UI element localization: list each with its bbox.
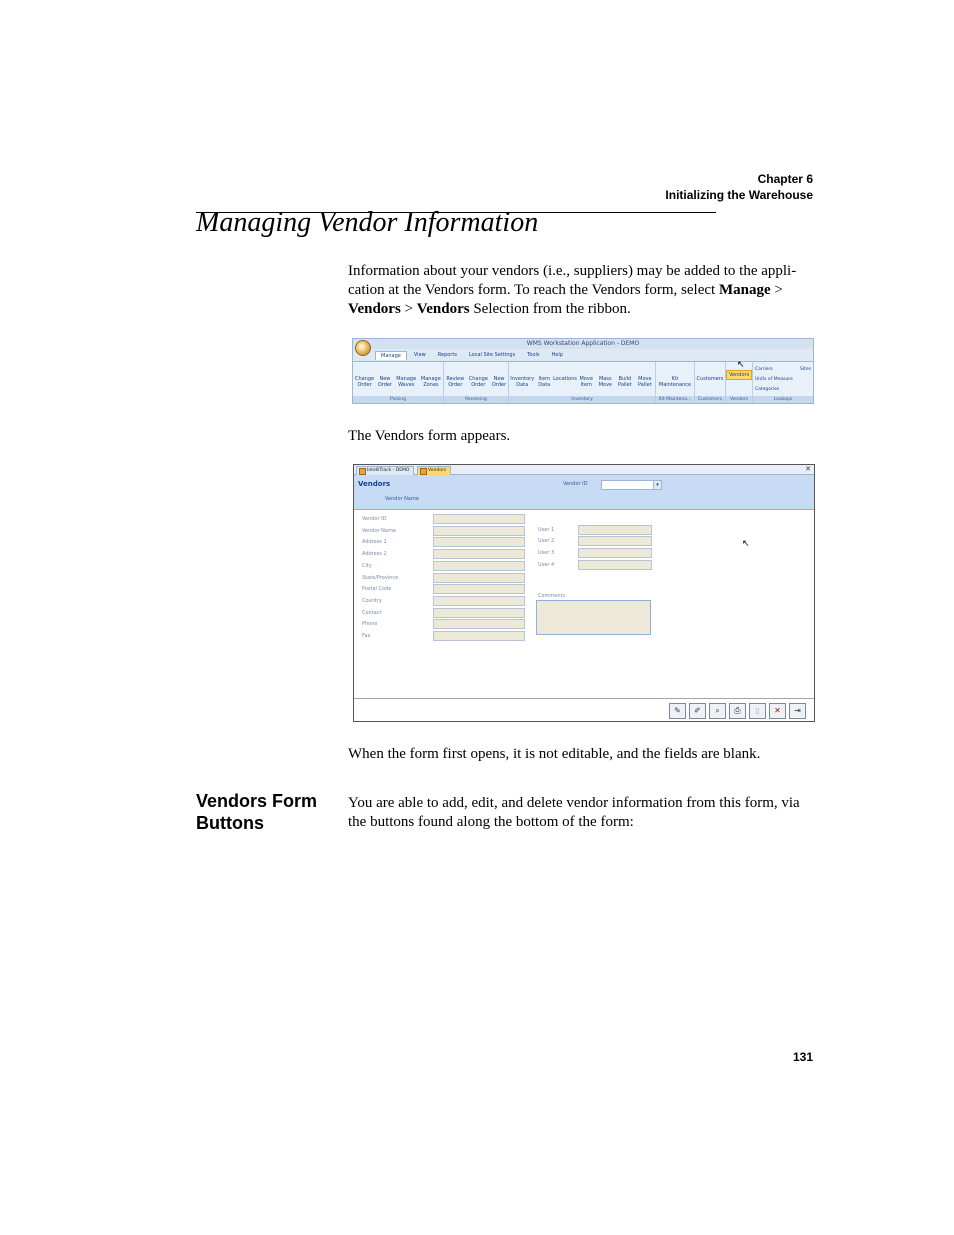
city-field[interactable] <box>433 561 525 571</box>
user2-field[interactable] <box>578 536 652 546</box>
group-label: Lookups <box>753 396 813 403</box>
mouse-cursor-icon: ↖ <box>737 360 745 370</box>
address2-field[interactable] <box>433 549 525 559</box>
user4-field[interactable] <box>578 560 652 570</box>
comments-label: Comments <box>538 593 566 599</box>
group-label: Receiving <box>444 396 508 403</box>
mouse-cursor-icon: ↖ <box>742 539 750 549</box>
group-kit-maintenance <box>656 362 695 403</box>
field-label: Vendor ID <box>362 516 387 522</box>
vendors-emphasis: Vendors <box>348 301 401 317</box>
tab-reports[interactable]: Reports <box>437 352 457 358</box>
form-appears-text: The Vendors form appears. <box>348 428 511 444</box>
intro-paragraph <box>348 262 814 319</box>
vendors-emphasis: Vendors <box>416 301 470 317</box>
field-label: Country <box>362 598 382 604</box>
manage-emphasis: Manage <box>718 282 771 298</box>
ribbon-button[interactable]: Manage Zones <box>420 376 441 388</box>
field-label: Vendor Name <box>362 528 396 534</box>
ribbon-button[interactable]: New Order <box>491 376 507 388</box>
tab-vendors[interactable] <box>417 466 451 475</box>
ribbon-button[interactable]: Mass Move <box>598 376 612 388</box>
form-icon <box>420 468 427 475</box>
field-label: User 4 <box>538 562 555 568</box>
vendors-form-screenshot <box>353 464 815 722</box>
ribbon-button[interactable]: Inventory Data <box>510 376 535 388</box>
user1-field[interactable] <box>578 525 652 535</box>
ribbon-button[interactable]: Change Order <box>468 376 488 388</box>
form-title: Vendors <box>358 480 391 488</box>
ribbon-button[interactable]: Move Pallet <box>638 376 652 388</box>
tab-help[interactable]: Help <box>551 352 563 358</box>
window-title: WMS Workstation Application - DEMO <box>353 339 813 349</box>
group-vendors <box>726 362 753 403</box>
delete-icon[interactable]: ✕ <box>769 703 786 719</box>
vendor-id-field[interactable] <box>433 514 525 524</box>
field-label: User 2 <box>538 538 555 544</box>
form-icon <box>359 468 366 475</box>
vendors-ribbon-button[interactable]: Vendors <box>726 370 752 380</box>
ribbon-button[interactable]: Review Order <box>446 376 465 388</box>
vendor-id-select[interactable] <box>601 480 662 490</box>
tab-local-site-settings[interactable]: Local Site Settings <box>468 352 516 358</box>
page-number: 131 <box>792 1050 813 1064</box>
address1-field[interactable] <box>433 537 525 547</box>
field-label: Phone <box>362 621 378 627</box>
ribbon-button[interactable]: Kit Maintenance <box>658 376 692 388</box>
vendor-id-label: Vendor ID <box>563 481 588 487</box>
tab-tools[interactable]: Tools <box>527 352 540 358</box>
ribbon-button[interactable]: Manage Waves <box>396 376 417 388</box>
document-tabs <box>354 465 814 475</box>
group-label: Picking <box>353 396 443 403</box>
field-label: User 3 <box>538 550 555 556</box>
intro-text: Information about your vendors (i.e., suppliers) may be added to the appli-cation at the Vendors form. To reach the Vendors form, select <box>348 263 797 298</box>
field-label: City <box>362 563 372 569</box>
state-field[interactable] <box>433 573 525 583</box>
group-label: Customers <box>695 396 725 403</box>
field-label: Address 1 <box>362 539 387 545</box>
comments-field[interactable] <box>536 600 651 635</box>
group-label: Kit Maintena... <box>656 396 694 403</box>
group-lookups <box>753 362 813 403</box>
ribbon-button[interactable]: Carriers <box>755 367 773 372</box>
office-orb-icon[interactable] <box>355 340 371 356</box>
ribbon-button[interactable]: Move Item <box>579 376 593 388</box>
tab-label: Vendors <box>428 468 447 473</box>
tab-label: IntelliTrack - DEMO <box>367 468 410 473</box>
ribbon-screenshot <box>352 338 814 404</box>
ribbon-button[interactable]: Locations <box>553 376 577 382</box>
group-label: Inventory <box>509 396 655 403</box>
field-label: Address 2 <box>362 551 387 557</box>
save-icon[interactable]: ▯ <box>749 703 766 719</box>
print-icon[interactable]: ⎙ <box>729 703 746 719</box>
subsection-text: You are able to add, edit, and delete vendor information from this form, via the buttons found along the bottom of the form: <box>348 795 800 830</box>
intro-text-end: Selection from the ribbon. <box>469 301 631 317</box>
ribbon-button[interactable]: Build Pallet <box>618 376 632 388</box>
field-label: Fax <box>362 633 371 639</box>
chapter-title: Initializing the Warehouse <box>665 188 813 202</box>
contact-field[interactable] <box>433 608 525 618</box>
group-label: Vendors <box>726 396 752 403</box>
group-picking <box>353 362 444 403</box>
sep: > <box>400 301 417 317</box>
ribbon-button[interactable]: New Order <box>377 376 393 388</box>
tab-intellitrack[interactable] <box>356 466 414 475</box>
group-inventory <box>509 362 656 403</box>
ribbon-button[interactable]: Sites <box>800 367 811 372</box>
field-label: State/Province <box>362 575 399 581</box>
group-receiving <box>444 362 509 403</box>
exit-icon[interactable]: ⇥ <box>789 703 806 719</box>
fax-field[interactable] <box>433 631 525 641</box>
chevron-down-icon[interactable]: ▾ <box>653 481 661 489</box>
close-icon[interactable]: ✕ <box>805 465 811 473</box>
field-label: Postal Code <box>362 586 392 592</box>
find-icon[interactable]: ⌕ <box>709 703 726 719</box>
ribbon-tabs <box>375 351 568 360</box>
ribbon-button[interactable]: Categories <box>755 387 780 392</box>
field-label: Contact <box>362 610 382 616</box>
edit-icon[interactable]: ✐ <box>689 703 706 719</box>
add-icon[interactable]: ✎ <box>669 703 686 719</box>
ribbon-button[interactable]: Units of Measure <box>755 377 793 382</box>
form-subtitle: Vendor Name <box>385 496 419 502</box>
form-note: When the form first opens, it is not editable, and the fields are blank. <box>348 746 761 762</box>
chapter-number: Chapter 6 <box>757 172 813 186</box>
field-label: User 1 <box>538 527 555 533</box>
group-customers <box>695 362 726 403</box>
ribbon-button[interactable]: Item Data <box>538 376 551 388</box>
sep: > <box>770 282 783 298</box>
user3-field[interactable] <box>578 548 652 558</box>
country-field[interactable] <box>433 596 525 606</box>
subsection-title: Vendors Form Buttons <box>196 791 318 833</box>
lookups-list <box>755 365 811 395</box>
section-title: Managing Vendor Information <box>196 207 539 238</box>
ribbon-button[interactable]: Customers <box>696 376 724 382</box>
ribbon-button[interactable]: Change Order <box>354 376 375 388</box>
postal-code-field[interactable] <box>433 584 525 594</box>
phone-field[interactable] <box>433 619 525 629</box>
ribbon-body <box>353 361 813 403</box>
tab-view[interactable]: View <box>413 352 426 358</box>
footer-divider <box>354 698 814 699</box>
tab-manage[interactable]: Manage <box>375 351 407 360</box>
vendor-name-field[interactable] <box>433 526 525 536</box>
